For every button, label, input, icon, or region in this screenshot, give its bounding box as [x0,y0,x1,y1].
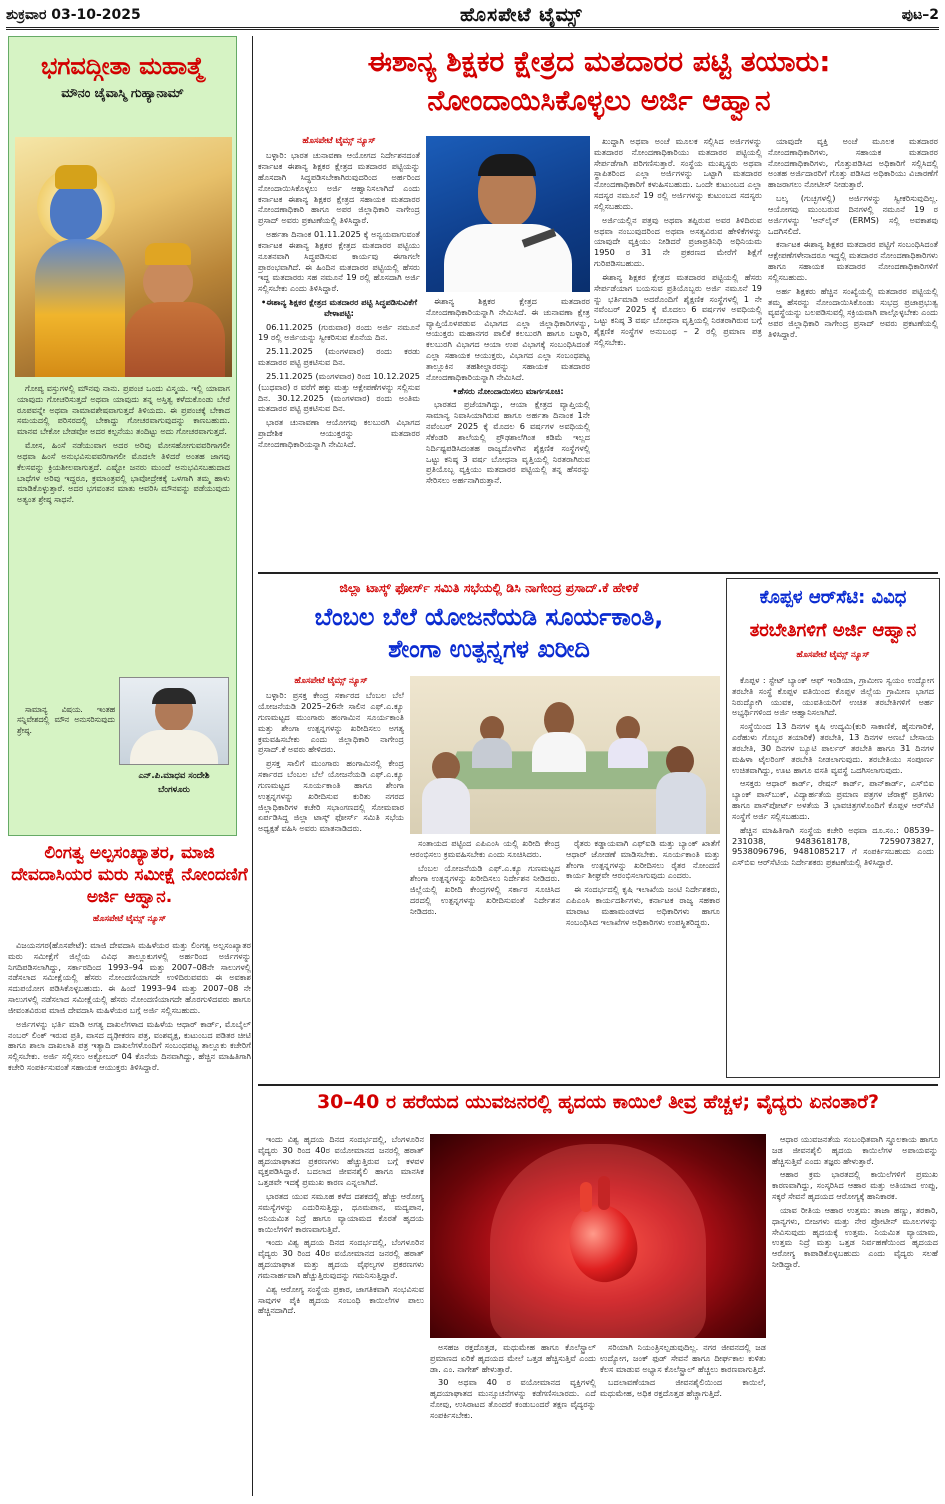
gita-subtitle: ಮೌನಂ ಚೈವಾಸ್ಮಿ ಗುಹ್ಯಾನಾಮ್ [61,85,184,100]
author-place: ಬೆಂಗಳೂರು [158,785,190,795]
lingatva-paragraph: ವಿಜಯನಗರ(ಹೊಸಪೇಟೆ): ಮಾಜಿ ದೇವದಾಸಿ ಮಹಿಳೆಯರ ಮತ್ತು ಲಿಂಗತ್ವ ಅಲ್ಪಸಂಖ್ಯಾತರ ಮರು ಸಮೀಕ್ಷೆಗೆ ಜಿಲ್ಲೆಯ ವಿವಿಧ ತಾಲ್ಲೂಕುಗಳಲ್ಲಿ ಅರ್ಹರಿಂದ ಅರ್ಜಿಗಳನ್ನು ನಿಗದಿಪಡಿಸಲಾಗಿದ್ದು, ಸರ್ಕಾರದಿಂದ 1993–94 ಮತ್ತು 2007–08ನೇ ಸಾಲುಗಳಲ್ಲಿ ನಡೆಸಲಾದ ಸಮೀಕ್ಷೆಯಲ್ಲಿ ಹೆಸರು ನೋಂದಣಿಯಾಗದೇ ಉಳಿದಿರುವವರು ಈ ಅವಕಾಶ ಸದುಪಯೋಗ ಪಡಿಸಿಕೊಳ್ಳಬಹುದು. ಈ ಹಿಂದೆ 1993–94 ಮತ್ತು 2007–08 ನೇ ಸಾಲುಗಳಲ್ಲಿ ನಡೆಸಲಾದ ಸಮೀಕ್ಷೆಯಲ್ಲಿ ಹೆಸರು ನೋಂದಣಿಯಾಗದೇ ಹೊರಗುಳಿದವರು ಹಾಗೂ ಜೀವಂತವಿರುವ ಮಾಜಿ ದೇವದಾಸಿ ಮಹಿಳೆಯರ ಬಗ್ಗೆ ಅರ್ಜಿ ಸಲ್ಲಿಸಬಹುದು. [8,940,251,1015]
heart-paragraph: ಆಧಾರ ಯುವಜನತೆಯ ಸಂಬಂಧಿತವಾಗಿ ಸ್ಥೂಲಕಾಯ ಹಾಗೂ ಜಡ ಜೀವನಶೈಲಿ ಹೃದಯ ಕಾಯಿಲೆಗಳ ಅಪಾಯವನ್ನು ಹೆಚ್ಚಿಸುತ್ತಿವೆ ಎಂದು ತಜ್ಞರು ಹೇಳುತ್ತಾರೆ. [772,1134,938,1166]
column-divider [252,36,253,1496]
section-divider [258,572,938,574]
krishna-arjuna-image [15,137,232,377]
heart-paragraph: ವಿಶ್ವ ಆರೋಗ್ಯ ಸಂಸ್ಥೆಯ ಪ್ರಕಾರ, ಜಾಗತಿಕವಾಗಿ ಸಂಭವಿಸುವ ಸಾವುಗಳ ಪೈಕಿ ಹೃದಯ ಸಂಬಂಧಿ ಕಾಯಿಲೆಗಳ ಪಾಲು ಹೆಚ್ಚಿನದಾಗಿದೆ. [258,1283,424,1316]
gita-title: ಭಗವದ್ಗೀತಾ ಮಹಾತ್ಮೆ [41,52,204,80]
voter-paragraph: ಬಳ್ಳಾರಿ: ಭಾರತ ಚುನಾವಣಾ ಆಯೋಗದ ನಿರ್ದೇಶನದಂತೆ ಕರ್ನಾಟಕ ಈಶಾನ್ಯ ಶಿಕ್ಷಕರ ಕ್ಷೇತ್ರದ ಮತದಾರರ ಪಟ್ಟಿಯನ್ನು ಹೊಸದಾಗಿ ಸಿದ್ಧಪಡಿಸಬೇಕಾಗಿರುವುದರಿಂದ ಅರ್ಹರಿಂದ ನೋಂದಾಯಿಸಿಕೊಳ್ಳಲು ಅರ್ಜಿ ಆಹ್ವಾನಿಸಲಾಗಿದೆ ಎಂದು ಕರ್ನಾಟಕ ಈಶಾನ್ಯ ಶಿಕ್ಷಕರ ಕ್ಷೇತ್ರದ ಸಹಾಯಕ ಮತದಾರರ ನೋಂದಣಾಧಿಕಾರಿ ಹಾಗೂ ಅಪರ ಜಿಲ್ಲಾಧಿಕಾರಿ ನಾಗೇಂದ್ರ ಪ್ರಸಾದ್ ಅವರು ಪ್ರಕಟಣೆಯಲ್ಲಿ ತಿಳಿಸಿದ್ದಾರೆ. [258,150,420,226]
taskforce-headline-2: ಶೇಂಗಾ ಉತ್ಪನ್ನಗಳ ಖರೀದಿ [388,634,590,663]
gita-paragraph: ಗೋಪ್ಯ ವಸ್ತುಗಳಲ್ಲಿ ಮೌನವು ನಾನು. ಪ್ರಪಂಚ ಒಂದು ವಿಸ್ಮಯ. ಇಲ್ಲಿ ಯಾವಾಗ ಯಾವುದು ಗೋಚರಿಸುತ್ತದೆ ಅಥವಾ ಯಾವುದು ತನ್ನ ಅಸ್ತಿತ್ವ ಕಳೆದುಕೊಂಡು ಬೇರೆ ರೂಪವನ್ನೇ ಅಥವಾ ನಾಮಾವಶೇಷವಾಗುತ್ತದೆ ತಿಳಿಯದು. ಈ ಪ್ರಪಂಚಕ್ಕೆ ಬೇಕಾದ ಸಮಯದಲ್ಲಿ ಪರಿಸರದಲ್ಲಿ ಬೇಕಾದ್ದು ಗೋಚರವಾಗುವುದನ್ನು ಕಾಣಬಹುದು. ಮಾನವ ಬೇಕೋ ಬೇಡವೋ ಅದರ ಕಲ್ಪನೆಯು ತಂದಿಟ್ಟು ಅದು ಗೋಚರವಾಗುತ್ತದೆ. [17,383,230,437]
voter-paragraph: ಅರ್ಹ ಶಿಕ್ಷಕರು ಹೆಚ್ಚಿನ ಸಂಖ್ಯೆಯಲ್ಲಿ ಮತದಾರರ ಪಟ್ಟಿಯಲ್ಲಿ ತಮ್ಮ ಹೆಸರನ್ನು ನೋಂದಾಯಿಸಿಕೊಂಡು ಸುಭದ್ರ ಪ್ರಜಾಪ್ರಭುತ್ವ ವ್ಯವಸ್ಥೆಯನ್ನು ಬಲಪಡಿಸುವಲ್ಲಿ ಸಕ್ರಿಯವಾಗಿ ಪಾಲ್ಗೊಳ್ಳಬೇಕು ಎಂದು ಅಪರ ಜಿಲ್ಲಾಧಿಕಾರಿ ನಾಗೇಂದ್ರ ಪ್ರಸಾದ್ ಅವರು ಪ್ರಕಟಣೆಯಲ್ಲಿ ತಿಳಿಸಿದ್ದಾರೆ. [768,285,938,340]
taskforce-col-3 [566,838,720,1078]
heart-paragraph: ಆಹಾರ ಕ್ರಮ ಭಾರತದಲ್ಲಿ ಕಾಯಿಲೆಗಳಿಗೆ ಪ್ರಮುಖ ಕಾರಣವಾಗಿದ್ದು, ಸಂಸ್ಕರಿಸಿದ ಆಹಾರ ಮತ್ತು ಅತಿಯಾದ ಉಪ್ಪು, ಸಕ್ಕರೆ ಸೇವನೆ ಹೃದಯದ ಆರೋಗ್ಯಕ್ಕೆ ಹಾನಿಕಾರಕ. [772,1169,938,1202]
voter-paragraph: ಈಶಾನ್ಯ ಶಿಕ್ಷಕರ ಕ್ಷೇತ್ರದ ಮತದಾರರ ಪಟ್ಟಿಯಲ್ಲಿ ಹೆಸರು ಸೇರ್ಪಡೆಯಾಗ ಬಯಸುವ ಪ್ರತಿಯೊಬ್ಬರು ಅರ್ಜಿ ನಮೂನೆ 19 ನ್ನು ಭರ್ತಿಮಾಡಿ ಅದರೊಂದಿಗೆ ಶೈಕ್ಷಣಿಕ ಸಂಸ್ಥೆಗಳಲ್ಲಿ 1 ನೇ ನವೆಂಬರ್ 2025 ಕ್ಕೆ ಮೊದಲು 6 ವರ್ಷಗಳ ಅವಧಿಯಲ್ಲಿ ಒಟ್ಟು ಕನಿಷ್ಠ 3 ವರ್ಷ ಬೋಧನಾ ವೃತ್ತಿಯಲ್ಲಿ ನಿರತರಾಗಿರುವ ಬಗ್ಗೆ ಶೈಕ್ಷಣಿಕ ಸಂಸ್ಥೆಗಳ ಅನುಬಂಧ – 2 ರಲ್ಲಿ ಪ್ರಮಾಣ ಪತ್ರ ಸಲ್ಲಿಸಬೇಕು. [594,271,762,347]
heart-col-3 [600,1342,766,1498]
voter-col-3 [594,136,762,566]
taskforce-paragraph: ರೈತರು ಕಡ್ಡಾಯವಾಗಿ ಎಫ್‌ಐಡಿ ಮತ್ತು ಬ್ಯಾಂಕ್ ಖಾತೆಗೆ ಆಧಾರ್ ಜೋಡಣೆ ಮಾಡಿಸಬೇಕು. ಸೂರ್ಯಕಾಂತಿ ಮತ್ತು ಶೇಂಗಾ ಉತ್ಪನ್ನಗಳನ್ನು ಖರೀದಿಸಲು ರೈತರ ನೋಂದಣಿ ಕಾರ್ಯ ಶೀಘ್ರವೇ ಆರಂಭಿಸಲಾಗುವುದು ಎಂದರು. [566,838,720,881]
heart-paragraph: ಅಸಹಜ ರಕ್ತದೊತ್ತಡ, ಮಧುಮೇಹ ಹಾಗೂ ಕೊಲೆಸ್ಟ್ರಾಲ್ ಪ್ರಮಾಣದ ಏರಿಕೆ ಹೃದಯದ ಮೇಲೆ ಒತ್ತಡ ಹೆಚ್ಚಿಸುತ್ತಿವೆ ಎಂದು ಡಾ. ಎಂ. ನಾಗೇಶ್ ಹೇಳುತ್ತಾರೆ. [430,1342,596,1374]
lingatva-headline: ಲಿಂಗತ್ವ ಅಲ್ಪಸಂಖ್ಯಾತರ, ಮಾಜಿ ದೇವದಾಸಿಯರ ಮರು ಸಮೀಕ್ಷೆ ನೋಂದಣಿಗೆ ಅರ್ಜಿ ಆಹ್ವಾನ. [11,843,248,908]
newspaper-title: ಹೊಸಪೇಟೆ ಟೈಮ್ಸ್ [459,3,583,26]
voter-col-2 [426,296,590,566]
voter-headline-2: ನೋಂದಾಯಿಸಿಕೊಳ್ಳಲು ಅರ್ಜಿ ಆಹ್ವಾನ [427,84,771,117]
heart-paragraph: ಭಾರತದ ಯುವ ಸಮೂಹ ಕಳೆದ ದಶಕದಲ್ಲಿ ಹೆಚ್ಚು ಆರೋಗ್ಯ ಸಮಸ್ಯೆಗಳನ್ನು ಎದುರಿಸುತ್ತಿದ್ದು, ಧೂಮಪಾನ, ಮದ್ಯಪಾನ, ಅನಿಯಮಿತ ನಿದ್ರೆ ಹಾಗೂ ವ್ಯಾಯಾಮದ ಕೊರತೆ ಹೃದಯ ಕಾಯಿಲೆಗಳಿಗೆ ಕಾರಣವಾಗುತ್ತಿವೆ. [258,1191,424,1234]
heart-col-2 [430,1342,596,1498]
voter-schedule-item: ಭಾರತ ಚುನಾವಣಾ ಆಯೋಗವು ಕಲಬುರಗಿ ವಿಭಾಗದ ಪ್ರಾದೇಶಿಕ ಆಯುಕ್ತರನ್ನು ಮತದಾರರ ನೋಂದಣಾಧಿಕಾರಿಯನ್ನಾಗಿ ನೇಮಿಸಿದೆ. [258,417,420,449]
voter-paragraph: ಖುದ್ದಾಗಿ ಅಥವಾ ಅಂಚೆ ಮೂಲಕ ಸಲ್ಲಿಸಿದ ಅರ್ಜಿಗಳನ್ನು ಮತದಾರರ ನೋಂದಣಾಧಿಕಾರಿಯು ಮತದಾರರ ಪಟ್ಟಿಯಲ್ಲಿ ಸೇರ್ಪಡೆಗಾಗಿ ಪರಿಗಣಿಸುತ್ತಾರೆ. ಸಂಸ್ಥೆಯ ಮುಖ್ಯಸ್ಥರು ಅಥವಾ ಸ್ಥಾಪಿತರಿಂದ ಎಲ್ಲಾ ಅರ್ಜಿಗಳನ್ನು ಒಟ್ಟಾಗಿ ಮತದಾರರ ನೋಂದಣಾಧಿಕಾರಿಗೆ ಕಳುಹಿಸಬಹುದು. ಒಂದೇ ಕುಟುಂಬದ ಎಲ್ಲಾ ಸದಸ್ಯರ ನಮೂನೆ 19 ರಲ್ಲಿ ಅರ್ಜಿಗಳನ್ನು ಕುಟುಂಬದ ಸದಸ್ಯರು ಸಲ್ಲಿಸಬಹುದು. [594,136,762,211]
heart-illustration [430,1134,766,1338]
heart-paragraph: ಇಂದು ವಿಶ್ವ ಹೃದಯ ದಿನದ ಸಂದರ್ಭದಲ್ಲಿ, ಬೆಂಗಳೂರಿನ ವೈದ್ಯರು 30 ರಿಂದ 40ರ ವಯೋಮಾನದ ಜನರಲ್ಲಿ ಹಠಾತ್ ಹೃದಯಾಘಾತ ಮತ್ತು ಹೃದಯ ವೈಫಲ್ಯಗಳ ಪ್ರಕರಣಗಳು ಗಮನಾರ್ಹವಾಗಿ ಹೆಚ್ಚುತ್ತಿರುವುದನ್ನು ಗಮನಿಸುತ್ತಿದ್ದಾರೆ. [258,1237,424,1280]
koppal-byline: ಹೊಸಪೇಟೆ ಟೈಮ್ಸ್ ನ್ಯೂಸ್ [796,650,870,660]
voter-paragraph: ಭಾರತದ ಪ್ರಜೆಯಾಗಿದ್ದು, ಆಯಾ ಕ್ಷೇತ್ರದ ವ್ಯಾಪ್ತಿಯಲ್ಲಿ ಸಾಮಾನ್ಯ ನಿವಾಸಿಯಾಗಿರುವ ಹಾಗೂ ಅರ್ಹತಾ ದಿನಾಂಕ 1ನೇ ನವೆಂಬರ್ 2025 ಕ್ಕೆ ಮೊದಲ 6 ವರ್ಷಗಳ ಅವಧಿಯಲ್ಲಿ ಸೆಕೆಂಡರಿ ಶಾಲೆಯಲ್ಲಿ ಪ್ರೌಢಶಾಲೆಗಿಂತ ಕಡಿಮೆ ಇಲ್ಲದ ನಿರ್ದಿಷ್ಟಪಡಿಸಿದಂತಹ ರಾಜ್ಯದೊಳಗಿನ ಶೈಕ್ಷಣಿಕ ಸಂಸ್ಥೆಗಳಲ್ಲಿ ಒಟ್ಟು ಕನಿಷ್ಠ 3 ವರ್ಷ ಬೋಧನಾ ವೃತ್ತಿಯಲ್ಲಿ ನಿರತರಾಗಿರುವ ಪ್ರತಿಯೊಬ್ಬ ವ್ಯಕ್ತಿಯು ಮತದಾರರ ಪಟ್ಟಿಯಲ್ಲಿ ತನ್ನ ಹೆಸರನ್ನು ಸೇರಿಸಲು ಅರ್ಹನಾಗಿರುತ್ತಾನೆ. [426,399,590,486]
masthead [6,4,939,30]
voter-registration-title: •ಹೆಸರು ನೋಂದಾಯಿಸಲು ಮಾರ್ಗಸೂಚಿ: [452,385,564,396]
koppal-body [732,675,934,1073]
voter-paragraph: ಯಾವುದೇ ವ್ಯಕ್ತಿ ಅಂಚೆ ಮೂಲಕ ಮತದಾರರ ನೋಂದಣಾಧಿಕಾರಿಗಳು, ಸಹಾಯಕ ಮತದಾರರ ನೋಂದಣಾಧಿಕಾರಿಗಳು, ಗೊತ್ತುಪಡಿಸಿದ ಅಧಿಕಾರಿಗೆ ಸಲ್ಲಿಸಿದಲ್ಲಿ ಅಂತಹ ಅರ್ಜಿದಾರರಿಗೆ ಗೊತ್ತು ಪಡಿಸಿದ ಅಧಿಕಾರಿಯು ವಿಚಾರಣೆಗೆ ಹಾಜರಾಗಲು ನೋಟೀಸ್ ನೀಡುತ್ತಾರೆ. [768,136,938,190]
koppal-paragraph: ಸಂಸ್ಥೆಯಿಂದ 13 ದಿನಗಳ ಕೃಷಿ ಉದ್ಯಮಿ(ಕುರಿ ಸಾಕಾಣಿಕೆ, ಹೈನುಗಾರಿಕೆ, ಎರೆಹುಳು ಗೊಬ್ಬರ ತಯಾರಿಕೆ) ತರಬೇತಿ, 13 ದಿನಗಳ ಅಣಬೆ ಬೇಸಾಯ ತರಬೇತಿ, 30 ದಿನಗಳ ಬ್ಯೂಟಿ ಪಾರ್ಲರ್ ತರಬೇತಿ ಹಾಗೂ 31 ದಿನಗಳ ಮಹಿಳಾ ಟೈಲರಿಂಗ್ ತರಬೇತಿ ನೀಡಲಾಗುವುದು. ತರಬೇತಿಯು ಸಂಪೂರ್ಣ ಉಚಿತವಾಗಿದ್ದು, ಊಟ ಹಾಗೂ ವಸತಿ ವ್ಯವಸ್ಥೆ ಒದಗಿಸಲಾಗುವುದು. [732,721,934,775]
gita-paragraph: ಮೋಸ, ಹಿಂಸೆ ನಡೆಯುವಾಗ ಅದರ ಅರಿವು ಮೋಸಹೋಗುವವರಿಗಾಗಲೀ ಅಥವಾ ಹಿಂಸೆ ಅನುಭವಿಸುವವರಿಗಾಗಲೀ ಮೊದಲೇ ತಿಳಿದರೆ ಅಂತಹ ಜಾಗವು ಕೆಲಸವನ್ನು ಕ್ರಿಯಶೀಲವಾಗುತ್ತದೆ. ಎಷ್ಟೋ ಜನರು ಮುಂದೆ ಅನುಭವಿಸಬಹುದಾದ ಬಾಧೆಗಳ ಅರಿವು ಇದ್ದರೂ, ಕ್ರಮಾಂತ್ರವಲ್ಲಿ ಭಾವೋದ್ರೇಕಕ್ಕೆ ಒಳಗಾಗಿ ತಮ್ಮ ಹಾಳು ಮಾಡಿಕೊಳ್ಳುತ್ತಾರೆ. ಅದರ ಭಗವಂತನ ಮಾತು ಆವರಿಸಿ ಮೌನವನ್ನು ಪಡೆಯುವುದು ಅತ್ಯಂತ ಶ್ರೇಷ್ಠ ಸಾಧನೆ. [17,440,230,505]
taskforce-col-2 [410,838,560,1078]
lingatva-body [8,940,251,1495]
lingatva-article [8,840,251,1495]
meeting-photo [410,676,720,834]
voter-paragraph: ಅರ್ಜಿಯಲ್ಲಿನ ಪತ್ರವು ಅಥವಾ ತಪ್ಪಿರುವ ಅವರ ತಿಳಿದಿರುವ ಅಥವಾ ನಂಬುವುದರಿಂದ ಅಥವಾ ಅಸತ್ಯವಿರುವ ಹೇಳಿಕೆಗಳನ್ನು ಯಾವುದೇ ವ್ಯಕ್ತಿಯು ನೀಡಿದರೆ ಪ್ರಜಾಪ್ರತಿನಿಧಿ ಅಧಿನಿಯಮ 1950 ರ 31 ನೇ ಪ್ರಕರಣದ ಮೇರೆಗೆ ಶಿಕ್ಷೆಗೆ ಗುರಿಪಡಿಸಬಹುದು. [594,214,762,269]
gita-body-tail [17,705,115,805]
taskforce-paragraph: ಬೆಂಬಲ ಯೋಜನೆಯಡಿ ಎಫ್.ಎ.ಕ್ಯೂ ಗುಣಮಟ್ಟದ ಶೇಂಗಾ ಉತ್ಪನ್ನಗಳನ್ನು ಖರೀದಿಸಲು ನಿರ್ದೇಶನ ನೀಡಿದರು. ಜಿಲ್ಲೆಯಲ್ಲಿ ಖರೀದಿ ಕೇಂದ್ರಗಳಲ್ಲಿ ಸರ್ಕಾರ ಸೂಚಿಸಿದ ದರದಲ್ಲಿ ಉತ್ಪನ್ನಗಳನ್ನು ಖರೀದಿಸುವಂತೆ ನಿರ್ದೇಶನ ನೀಡಿದರು. [410,862,560,916]
voter-byline: ಹೊಸಪೇಟೆ ಟೈಮ್ಸ್ ನ್ಯೂಸ್ [302,136,376,146]
voter-paragraph: ಬಲ್ಕ (ಗುಚ್ಛಗಳಲ್ಲಿ) ಅರ್ಜಿಗಳನ್ನು ಸ್ವೀಕರಿಸುವುದಿಲ್ಲ. ಆಯೋಗವು ಮುಂಬರುವ ದಿನಗಳಲ್ಲಿ ನಮೂನೆ 19 ರ ಅರ್ಜಿಗಳನ್ನು 'ಆನ್‌ಲೈನ್ (ERMS) ಸಲ್ಲಿ ಅವಕಾಶವು ಒದಗಿಸಲಿದೆ. [768,193,938,236]
voter-schedule-item: 06.11.2025 (ಗುರುವಾರ) ರಂದು ಅರ್ಜಿ ನಮೂನೆ 19 ರಲ್ಲಿ ಅರ್ಜಿಯನ್ನು ಸ್ವೀಕರಿಸುವ ಕೊನೆಯ ದಿನ. [258,321,420,343]
voter-paragraph: ಕರ್ನಾಟಕ ಈಶಾನ್ಯ ಶಿಕ್ಷಕರ ಮತದಾರರ ಪಟ್ಟಿಗೆ ಸಂಬಂಧಿಸಿದಂತೆ ಆಕ್ಷೇಪಣೆಗಳೇನಾದರೂ ಇದ್ದಲ್ಲಿ ಮತದಾರರ ನೋಂದಣಾಧಿಕಾರಿಗಳು ಹಾಗೂ ಸಹಾಯಕ ಮತದಾರರ ನೋಂದಣಾಧಿಕಾರಿಗಳಿಗೆ ಸಲ್ಲಿಸಬಹುದು. [768,239,938,282]
heart-paragraph: 30 ಅಥವಾ 40 ರ ವಯೋಮಾನದ ವ್ಯಕ್ತಿಗಳಲ್ಲಿ ಹೃದಯಾಘಾತದ ಮುನ್ಸೂಚನೆಗಳನ್ನು ಕಡೆಗಣಿಸಬಾರದು. ಎದೆ ನೋವು, ಉಸಿರಾಟದ ತೊಂದರೆ ಕಂಡುಬಂದರೆ ತಕ್ಷಣ ವೈದ್ಯರನ್ನು ಸಂಪರ್ಕಿಸಬೇಕು. [430,1377,596,1420]
heart-paragraph: ಬದಲಾವಣೆಯಾದ ಜೀವನಶೈಲಿಯಿಂದ ಕಾಯಿಲೆ, ಮಧುಮೇಹ, ಅಧಿಕ ರಕ್ತದೊತ್ತಡ ಹೆಚ್ಚಾಗುತ್ತಿದೆ. [600,1377,766,1399]
heart-headline: 30–40 ರ ಹರೆಯದ ಯುವಜನರಲ್ಲಿ ಹೃದಯ ಕಾಯಿಲೆ ತೀವ್ರ ಹೆಚ್ಚಳ; ವೈದ್ಯರು ಏನಂತಾರೆ? [316,1091,880,1113]
heart-paragraph: ಇಂದು ವಿಶ್ವ ಹೃದಯ ದಿನದ ಸಂದರ್ಭದಲ್ಲಿ, ಬೆಂಗಳೂರಿನ ವೈದ್ಯರು 30 ರಿಂದ 40ರ ವಯೋಮಾನದ ಜನರಲ್ಲಿ ಹಠಾತ್ ಹೃದಯಾಘಾತದ ಪ್ರಕರಣಗಳು ಹೆಚ್ಚುತ್ತಿರುವ ಬಗ್ಗೆ ಕಳವಳ ವ್ಯಕ್ತಪಡಿಸಿದ್ದಾರೆ. ಬದಲಾದ ಜೀವನಶೈಲಿ ಹಾಗೂ ಮಾನಸಿಕ ಒತ್ತಡವೇ ಇದಕ್ಕೆ ಪ್ರಮುಖ ಕಾರಣ ಎನ್ನಲಾಗಿದೆ. [258,1134,424,1188]
page-number: ಪುಟ–2 [901,7,939,24]
koppal-paragraph: ಕೊಪ್ಪಳ : ಸ್ಟೇಟ್ ಬ್ಯಾಂಕ್ ಆಫ್ ಇಂಡಿಯಾ, ಗ್ರಾಮೀಣ ಸ್ವಯಂ ಉದ್ಯೋಗ ತರಬೇತಿ ಸಂಸ್ಥೆ ಕೊಪ್ಪಳ ವತಿಯಿಂದ ಕೊಪ್ಪಳ ಜಿಲ್ಲೆಯ ಗ್ರಾಮೀಣ ಭಾಗದ ನಿರುದ್ಯೋಗಿ ಯುವಕ, ಯುವತಿಯರಿಗೆ ಉಚಿತ ತರಬೇತಿಗಳಿಗೆ ಅರ್ಹ ಅಭ್ಯರ್ಥಿಗಳಿಂದ ಅರ್ಜಿ ಆಹ್ವಾನಿಸಲಾಗಿದೆ. [732,675,934,718]
author-photo [119,677,229,765]
taskforce-headline-1: ಬೆಂಬಲ ಬೆಲೆ ಯೋಜನೆಯಡಿ ಸೂರ್ಯಕಾಂತಿ, [314,602,664,631]
lingatva-byline: ಹೊಸಪೇಟೆ ಟೈಮ್ಸ್ ನ್ಯೂಸ್ [92,914,167,925]
koppal-box [726,578,940,1078]
voter-schedule-item: 25.11.2025 (ಮಂಗಳವಾರ) ರಂದು ಕರಡು ಮತದಾರರ ಪಟ್ಟಿ ಪ್ರಕಟಿಸುವ ದಿನ. [258,346,420,368]
heart-col-4 [772,1134,938,1498]
taskforce-paragraph: ಪ್ರಸಕ್ತ ಸಾಲಿಗೆ ಮುಂಗಾರು ಹಂಗಾಮಿನಲ್ಲಿ ಕೇಂದ್ರ ಸರ್ಕಾರದ ಬೆಂಬಲ ಬೆಲೆ ಯೋಜನೆಯಡಿ ಎಫ್.ಎ.ಕ್ಯೂ ಗುಣಮಟ್ಟದ ಸೂರ್ಯಕಾಂತಿ ಹಾಗೂ ಶೇಂಗಾ ಉತ್ಪನ್ನಗಳನ್ನು ಖರೀದಿಸುವ ಕುರಿತು ನಗರದ ಜಿಲ್ಲಾಧಿಕಾರಿಗಳ ಕಚೇರಿ ಸಭಾಂಗಣದಲ್ಲಿ ಸೋಮವಾರ ಏರ್ಪಡಿಸಿದ್ದ ಜಿಲ್ಲಾ ಟಾಸ್ಕ್ ಫೋರ್ಸ್ ಸಮಿತಿ ಸಭೆಯ ಅಧ್ಯಕ್ಷತೆ ವಹಿಸಿ ಅವರು ಮಾತನಾಡಿದರು. [258,758,404,834]
koppal-headline-1: ಕೊಪ್ಪಳ ಆರ್‌ಸೆಟಿ: ವಿವಿಧ [759,587,907,608]
lingatva-paragraph: ಅರ್ಜಿಗಳನ್ನು ಭರ್ತಿ ಮಾಡಿ ಅಗತ್ಯ ದಾಖಲೆಗಳಾದ ಮಹಿಳೆಯ ಆಧಾರ್ ಕಾರ್ಡ್, ಮೊಬೈಲ್ ನಂಬರ್ ಲಿಂಕ್ ಇರುವ ಪ್ರತಿ, ವಾಸದ ದೃಢೀಕರಣ ಪತ್ರ, ವಂಶವೃಕ್ಷ, ಕುಟುಂಬದ ಪಡಿತರ ಚೀಟಿ ಹಾಗೂ ಶಾಲಾ ದಾಖಲಾತಿ ಪತ್ರ ಇತ್ಯಾದಿ ದಾಖಲೆಗಳೊಂದಿಗೆ ಸಂಬಂಧಪಟ್ಟ ತಾಲ್ಲೂಕು ಕಚೇರಿಗೆ ಸಲ್ಲಿಸಬೇಕು. ಅರ್ಜಿ ಸಲ್ಲಿಸಲು ಅಕ್ಟೋಬರ್ 04 ಕೊನೆಯ ದಿನವಾಗಿದ್ದು, ಹೆಚ್ಚಿನ ಮಾಹಿತಿಗಾಗಿ ಕಚೇರಿ ಸಂಪರ್ಕಿಸುವಂತೆ ಸಹಾಯಕ ಆಯುಕ್ತರು ತಿಳಿಸಿದ್ದಾರೆ. [8,1018,251,1073]
taskforce-col-1 [258,676,404,1078]
heart-col-1 [258,1134,424,1498]
voter-headline-1: ಈಶಾನ್ಯ ಶಿಕ್ಷಕರ ಕ್ಷೇತ್ರದ ಮತದಾರರ ಪಟ್ಟಿ ತಯಾರು: [367,45,831,78]
taskforce-paragraph: ಸಂತಾಯದ ಪಟ್ಟಿಂದ ಎಪಿಎಂಸಿ ಯಲ್ಲಿ ಖರೀದಿ ಕೇಂದ್ರ ಆರಂಭಿಸಲು ಕ್ರಮವಹಿಸಬೇಕು ಎಂದು ಸೂಚಿಸಿದರು. [410,838,560,859]
koppal-paragraph: ಹೆಚ್ಚಿನ ಮಾಹಿತಿಗಾಗಿ ಸಂಸ್ಥೆಯ ಕಚೇರಿ ಅಥವಾ ದೂ.ಸಂ.: 08539–231038, 9483618178, 7259073827, 9538096796, 9481085217 ಗೆ ಸಂಪರ್ಕಿಸಬಹುದು ಎಂದು ಎಸ್‌ಬಿಐ ಆರ್‌ಸೆಟಿಯ ನಿರ್ದೇಶಕರು ಪ್ರಕಟಣೆಯಲ್ಲಿ ತಿಳಿಸಿದ್ದಾರೆ. [732,824,934,868]
author-name: ಎನ್.ಪಿ.ಮಾಧವ ಸಂದೇಶಿ [138,771,210,781]
section-divider [258,1084,938,1086]
koppal-headline-2: ತರಬೇತಿಗಳಿಗೆ ಅರ್ಜಿ ಆಹ್ವಾನ [749,619,917,641]
taskforce-byline: ಹೊಸಪೇಟೆ ಟೈಮ್ಸ್ ನ್ಯೂಸ್ [294,676,368,686]
taskforce-paragraph: ಬಳ್ಳಾರಿ: ಪ್ರಸಕ್ತ ಕೇಂದ್ರ ಸರ್ಕಾರದ ಬೆಂಬಲ ಬೆಲೆ ಯೋಜನೆಯಡಿ 2025–26ನೇ ಸಾಲಿನ ಎಫ್.ಎ.ಕ್ಯೂ ಗುಣಮಟ್ಟದ ಮುಂಗಾರು ಹಂಗಾಮಿನ ಸೂರ್ಯಕಾಂತಿ ಮತ್ತು ಶೇಂಗಾ ಉತ್ಪನ್ನಗಳನ್ನು ಖರೀದಿಸಲು ಅಗತ್ಯ ಕ್ರಮವಹಿಸಬೇಕು ಎಂದು ಜಿಲ್ಲಾಧಿಕಾರಿ ನಾಗೇಂದ್ರ ಪ್ರಸಾದ್.ಕೆ ಅವರು ಹೇಳಿದರು. [258,690,404,755]
voter-schedule-item: 25.11.2025 (ಮಂಗಳವಾರ) ರಿಂದ 10.12.2025 (ಬುಧವಾರ) ರ ವರೆಗೆ ಹಕ್ಕು ಮತ್ತು ಆಕ್ಷೇಪಣೆಗಳನ್ನು ಸಲ್ಲಿಸುವ ದಿನ. 30.12.2025 (ಮಂಗಳವಾರ) ರಂದು ಅಂತಿಮ ಮತದಾರರ ಪಟ್ಟಿ ಪ್ರಕಟಿಸುವ ದಿನ. [258,370,420,414]
voter-paragraph: ಅರ್ಹತಾ ದಿನಾಂಕ 01.11.2025 ಕ್ಕೆ ಅನ್ವಯವಾಗುವಂತೆ ಕರ್ನಾಟಕ ಈಶಾನ್ಯ ಶಿಕ್ಷಕರ ಕ್ಷೇತ್ರದ ಮತದಾರರ ಪಟ್ಟಿಯು ನೂತನವಾಗಿ ಸಿದ್ಧಪಡಿಸುವ ಕಾರ್ಯವು ಈಗಾಗಲೇ ಪ್ರಾರಂಭವಾಗಿದೆ. ಈ ಹಿಂದಿನ ಮತದಾರರ ಪಟ್ಟಿಯಲ್ಲಿ ಹೆಸರು ಇದ್ದ ಮತದಾರರು ಸಹ ನಮೂನೆ 19 ರಲ್ಲಿ ಹೊಸದಾಗಿ ಅರ್ಜಿ ಸಲ್ಲಿಸಬೇಕು ಎಂದು ತಿಳಿಸಿದ್ದಾರೆ. [258,229,420,294]
gita-body [17,383,230,703]
heart-paragraph: ಯಾವ ರೀತಿಯ ಆಹಾರ ಉತ್ತಮ: ತಾಜಾ ಹಣ್ಣು, ತರಕಾರಿ, ಧಾನ್ಯಗಳು, ಬೀಜಗಳು ಮತ್ತು ನೇರ ಪ್ರೋಟೀನ್ ಮೂಲಗಳನ್ನು ಸೇವಿಸುವುದು ಹೃದಯಕ್ಕೆ ಉತ್ತಮ. ನಿಯಮಿತ ವ್ಯಾಯಾಮ, ಉತ್ತಮ ನಿದ್ರೆ ಮತ್ತು ಒತ್ತಡ ನಿರ್ವಹಣೆಯಿಂದ ಹೃದಯದ ಆರೋಗ್ಯ ಕಾಪಾಡಿಕೊಳ್ಳಬಹುದು ಎಂದು ವೈದ್ಯರು ಸಲಹೆ ನೀಡಿದ್ದಾರೆ. [772,1204,938,1270]
taskforce-kicker: ಜಿಲ್ಲಾ ಟಾಸ್ಕ್ ಫೋರ್ಸ್ ಸಮಿತಿ ಸಭೆಯಲ್ಲಿ ಡಿಸಿ ನಾಗೇಂದ್ರ ಪ್ರಸಾದ್.ಕೆ ಹೇಳಿಕೆ [339,580,639,595]
voter-paragraph: ಈಶಾನ್ಯ ಶಿಕ್ಷಕರ ಕ್ಷೇತ್ರದ ಮತದಾರರ ನೋಂದಣಾಧಿಕಾರಿಯನ್ನಾಗಿ ನೇಮಿಸಿದೆ. ಈ ಚುನಾವಣಾ ಕ್ಷೇತ್ರ ವ್ಯಾಪ್ತಿಯೊಳಪಡುವ ವಿಭಾಗದ ಎಲ್ಲಾ ಜಿಲ್ಲಾಧಿಕಾರಿಗಳನ್ನು, ಆಯುಕ್ತರು ಮಹಾನಗರ ಪಾಲಿಕೆ ಕಲಬುರಗಿ ಹಾಗೂ ಬಳ್ಳಾರಿ, ಕಲಬುರಗಿ ವಿಭಾಗದ ಆಯಾ ಉಪ ವಿಭಾಗಕ್ಕೆ ಸಂಬಂಧಿಸಿದಂತೆ ಎಲ್ಲಾ ಸಹಾಯಕ ಆಯುಕ್ತರು, ವಿಭಾಗದ ಎಲ್ಲಾ ಸಂಬಂಧಪಟ್ಟ ತಾಲ್ಲೂಕಿನ ತಹಶೀಲ್ದಾರರನ್ನು ಸಹಾಯಕ ಮತದಾರರ ನೋಂದಣಾಧಿಕಾರಿಯನ್ನಾಗಿ ನೇಮಿಸಿದೆ. [426,296,590,382]
koppal-paragraph: ಆಸಕ್ತರು ಆಧಾರ್ ಕಾರ್ಡ್, ರೇಷನ್ ಕಾರ್ಡ್, ಪಾನ್‌ಕಾರ್ಡ್, ಎಸ್‌ಬಿಐ ಬ್ಯಾಂಕ್ ಪಾಸ್‌ಬುಕ್, ವಿದ್ಯಾರ್ಹತೆಯ ಪ್ರಮಾಣ ಪತ್ರಗಳ ಜೆರಾಕ್ಸ್ ಪ್ರತಿಗಳು ಹಾಗೂ ಪಾಸ್‌ಪೋರ್ಟ್ ಅಳತೆಯ 3 ಭಾವಚಿತ್ರಗಳೊಂದಿಗೆ ಕೊಪ್ಪಳ ಆರ್‌ಸೆಟಿ ಸಂಸ್ಥೆಗೆ ಅರ್ಜಿ ಸಲ್ಲಿಸಬಹುದು. [732,778,934,821]
official-photo [426,136,590,292]
voter-col-1 [258,136,420,566]
gita-box [8,36,237,836]
issue-date: ಶುಕ್ರವಾರ 03-10-2025 [6,7,141,24]
gita-tail-text: ಸಾಮಾನ್ಯ ವಿಷಯ. ಇಂತಹ ಸನ್ನಿವೇಶದಲ್ಲಿ ಮೌನ ಅನುಸರಿಸುವುದು ಶ್ರೇಷ್ಠ. [17,705,115,735]
voter-col-4 [768,136,938,566]
taskforce-paragraph: ಈ ಸಂದರ್ಭದಲ್ಲಿ ಕೃಷಿ ಇಲಾಖೆಯ ಜಂಟಿ ನಿರ್ದೇಶಕರು, ಎಪಿಎಂಸಿ ಕಾರ್ಯದರ್ಶಿಗಳು, ಕರ್ನಾಟಕ ರಾಜ್ಯ ಸಹಕಾರ ಮಾರಾಟ ಮಹಾಮಂಡಳದ ಅಧಿಕಾರಿಗಳು ಹಾಗೂ ಸಂಬಂಧಿಸಿದ ಇಲಾಖೆಗಳ ಅಧಿಕಾರಿಗಳು ಉಪಸ್ಥಿತರಿದ್ದರು. [566,884,720,927]
voter-schedule-title: •ಈಶಾನ್ಯ ಶಿಕ್ಷಕರ ಕ್ಷೇತ್ರದ ಮತದಾರರ ಪಟ್ಟಿ ಸಿದ್ಧಪಡಿಸುವಿಕೆಗೆ ವೇಳಾಪಟ್ಟಿ: [260,296,418,318]
heart-paragraph: ಸರಿಯಾಗಿ ನಿಯಂತ್ರಿಸಲ್ಪಡುವುದಿಲ್ಲ. ನಗರ ಜೀವನದಲ್ಲಿ ಜಡ ಉದ್ಯೋಗ, ಜಂಕ್ ಫುಡ್ ಸೇವನೆ ಹಾಗೂ ದೀರ್ಘಕಾಲ ಕುಳಿತು ಕೆಲಸ ಮಾಡುವ ಅಭ್ಯಾಸ ಕೊಲೆಸ್ಟ್ರಾಲ್ ಹೆಚ್ಚಲು ಕಾರಣವಾಗುತ್ತಿದೆ. [600,1342,766,1374]
